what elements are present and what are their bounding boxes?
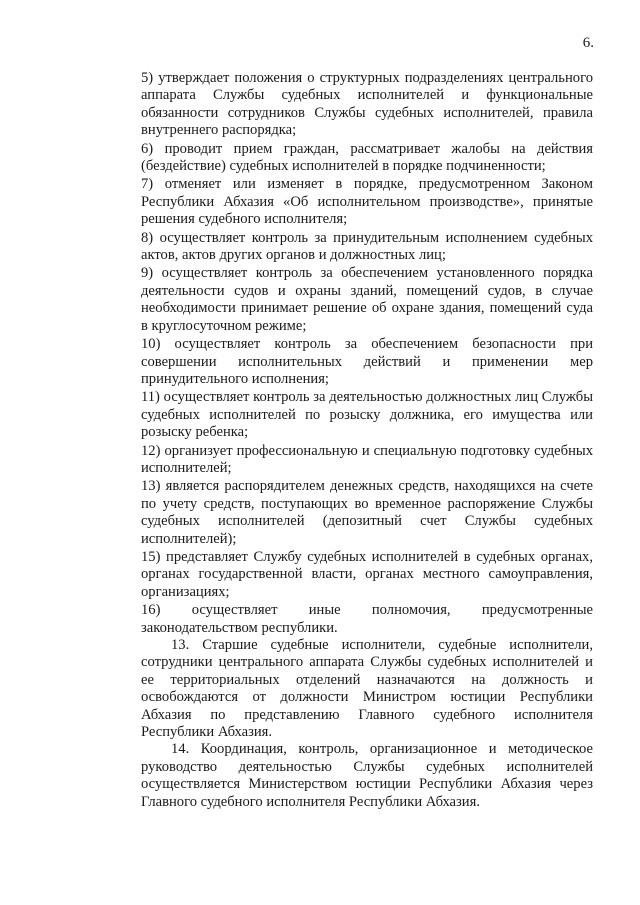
list-item: 11) осуществляет контроль за деятельностью должностных лиц Службы судебных исполнителей по розыску должника, его имущества или розыску ребенка; bbox=[141, 389, 593, 441]
page-number: 6. bbox=[582, 35, 594, 51]
list-item: 7) отменяет или изменяет в порядке, предусмотренном Законом Республики Абхазия «Об исполнительном производстве», принятые решения судебного исполнителя; bbox=[141, 176, 593, 228]
list-item: 16) осуществляет иные полномочия, предусмотренные законодательством республики. bbox=[141, 602, 593, 636]
list-item: 10) осуществляет контроль за обеспечением безопасности при совершении исполнительных действий и применении мер принудительного исполнения; bbox=[141, 336, 593, 387]
list-item: 6) проводит прием граждан, рассматривает жалобы на действия (бездействие) судебных исполнителей в порядке подчиненности; bbox=[141, 140, 593, 175]
paragraph: 14. Координация, контроль, организационное и методическое руководство деятельностью Службы судебных исполнителей осуществляется Министерством юстиции Республики Абхазия через Главного судебного исполнителя Республики Абхазия. bbox=[141, 741, 593, 810]
list-item: 15) представляет Службу судебных исполнителей в судебных органах, органах государственной власти, органах местного самоуправления, организациях; bbox=[141, 548, 593, 600]
list-item: 5) утверждает положения о структурных подразделениях центрального аппарата Службы судебных исполнителей и функциональные обязанности сотрудников Службы судебных исполнителей, правила внутреннего распорядка; bbox=[141, 70, 593, 139]
list-item: 13) является распорядителем денежных средств, находящихся на счете по учету средств, поступающих во временное распоряжение Службы судебных исполнителей (депозитный счет Службы судебных исполнителей); bbox=[141, 478, 593, 547]
list-item: 12) организует профессиональную и специальную подготовку судебных исполнителей; bbox=[141, 442, 593, 476]
document-body bbox=[141, 70, 593, 811]
list-item: 9) осуществляет контроль за обеспечением установленного порядка деятельности судов и охраны зданий, помещений судов, в случае необходимости принимает решение об охране здания, помещений суда в круглосуточном режиме; bbox=[141, 265, 593, 334]
paragraph: 13. Старшие судебные исполнители, судебные исполнители, сотрудники центрального аппарата Службы судебных исполнителей и ее территориальных отделений назначаются на должность и освобождаются от должности Министром юстиции Республики Абхазия по представлению Главного судебного исполнителя Республики Абхазия. bbox=[141, 637, 593, 741]
list-item: 8) осуществляет контроль за принудительным исполнением судебных актов, актов других органов и должностных лиц; bbox=[141, 229, 593, 264]
